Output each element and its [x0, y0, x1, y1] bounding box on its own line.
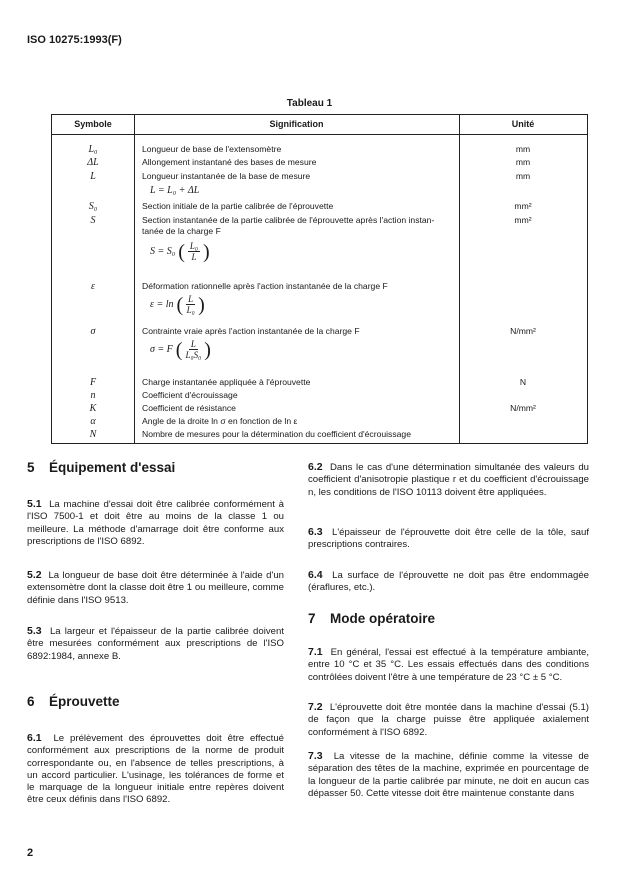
table-header-divider — [52, 134, 587, 135]
symbol: S₀ — [88, 201, 98, 212]
paragraph-number: 7.3 — [308, 750, 323, 762]
section-heading-7 — [308, 611, 589, 626]
denominator: L₀ — [186, 305, 195, 315]
unit: mm² — [514, 201, 532, 211]
formula-lhs: σ = F — [150, 344, 173, 355]
formula: L = L₀ + ΔL — [150, 185, 200, 196]
numerator: L₀ — [189, 241, 199, 251]
column-header-symbol: Symbole — [74, 119, 112, 129]
meaning: Déformation rationnelle après l'action instantanée de la charge F — [142, 281, 388, 291]
section-number: 7 — [308, 611, 316, 626]
formula-lhs: ε = ln — [150, 299, 174, 310]
paragraph-5-2 — [27, 569, 284, 607]
paragraph-5-1 — [27, 498, 284, 548]
page-number: 2 — [27, 847, 34, 859]
paragraph-5-3 — [27, 625, 284, 663]
symbol: σ — [90, 326, 96, 337]
meaning: Coefficient de résistance — [142, 403, 236, 413]
symbol: S — [90, 215, 96, 226]
fraction — [188, 241, 200, 262]
section-title: Équipement d'essai — [49, 460, 176, 475]
formula — [150, 339, 211, 360]
meaning: Charge instantanée appliquée à l'éprouvette — [142, 377, 311, 387]
unit: mm — [515, 157, 531, 167]
paragraph-number: 5.3 — [27, 625, 42, 637]
paragraph-text: La longueur de base doit être déterminée à l'aide d'un extensomètre dont la classe doit être 1 ou meilleure, comme définie dans l'ISO 9513. — [27, 570, 284, 606]
paragraph-7-2 — [308, 701, 589, 739]
paragraph-number: 6.4 — [308, 569, 323, 581]
formula-lhs: S = S₀ — [150, 246, 176, 257]
numerator: L — [188, 294, 194, 304]
unit: N/mm² — [510, 326, 536, 336]
denominator: L₀S₀ — [185, 350, 202, 360]
meaning: Coefficient d'écrouissage — [142, 390, 238, 400]
section-number: 5 — [27, 460, 35, 475]
section-title: Mode opératoire — [330, 611, 436, 626]
paragraph-number: 7.1 — [308, 646, 323, 658]
paragraph-text: L'épaisseur de l'éprouvette doit être celle de la tôle, sauf prescriptions contraires. — [308, 527, 589, 551]
section-title: Éprouvette — [49, 694, 120, 709]
unit: mm² — [514, 215, 532, 225]
column-header-meaning: Signification — [269, 119, 324, 129]
paragraph-6-3 — [308, 526, 589, 552]
symbols-table — [51, 114, 588, 444]
formula — [150, 294, 205, 315]
paren: ) — [203, 240, 210, 263]
symbol: L — [90, 171, 96, 182]
meaning: Longueur de base de l'extensomètre — [142, 144, 282, 154]
document-header: ISO 10275:1993(F) — [27, 34, 122, 46]
paragraph-number: 6.2 — [308, 461, 323, 473]
denominator: L — [191, 252, 197, 262]
paragraph-7-3 — [308, 750, 589, 800]
column-divider — [134, 115, 135, 443]
meaning: Angle de la droite ln σ en fonction de ln ε — [142, 416, 298, 426]
paragraph-number: 5.1 — [27, 498, 42, 510]
section-number: 6 — [27, 694, 35, 709]
symbol: F — [89, 377, 97, 388]
unit: mm — [515, 144, 531, 154]
paragraph-number: 6.1 — [27, 732, 42, 744]
paragraph-text: La surface de l'éprouvette ne doit pas être endommagée (éraflures, etc.). — [308, 570, 589, 594]
symbol: ΔL — [87, 157, 99, 168]
paragraph-6-4 — [308, 569, 589, 595]
meaning: Section initiale de la partie calibrée de l'éprouvette — [142, 201, 334, 211]
paragraph-6-1 — [27, 732, 284, 807]
table-title: Tableau 1 — [286, 98, 333, 109]
paragraph-text: Le prélèvement des éprouvettes doit être effectué conformément aux prescriptions de la norme de produit correspondante ou, en l'absence de telles prescriptions, à un accord particulier. L'usinage, les tolérances de forme et le marquage de la longueur initiale entre repères doivent être ceux définis dans l'ISO 6892. — [27, 733, 284, 806]
meaning: Contrainte vraie après l'action instantanée de la charge F — [142, 326, 360, 336]
symbol: N — [89, 429, 97, 440]
paragraph-6-2 — [308, 461, 589, 499]
symbol: K — [89, 403, 97, 414]
paragraph-text: Dans le cas d'une détermination simultanée des valeurs du coefficient d'anisotropie plastique r et du coefficient d'écrouissage n, les conditions de l'ISO 10113 doivent être appliquées. — [308, 462, 589, 498]
paragraph-text: La largeur et l'épaisseur de la partie calibrée doivent être mesurées conformément aux prescriptions de l'ISO 6892:1984, annexe B. — [27, 626, 284, 662]
paren: ) — [198, 293, 205, 316]
numerator: L — [190, 339, 196, 349]
fraction — [186, 294, 195, 315]
unit: N — [519, 377, 527, 387]
paragraph-number: 6.3 — [308, 526, 323, 538]
formula — [150, 241, 210, 262]
paragraph-text: La machine d'essai doit être calibrée conformément à l'ISO 7500-1 et doit être au moins de la classe 1 ou meilleure. La méthode d'amarrage doit être conforme aux prescriptions de l'ISO 6892. — [27, 499, 284, 547]
symbol: L₀ — [88, 144, 98, 155]
paren: ( — [175, 338, 183, 361]
meaning: Section instantanée de la partie calibrée de l'éprouvette après l'action instan-tanée de la charge F — [142, 215, 435, 236]
section-heading-5 — [27, 460, 284, 475]
unit: mm — [515, 171, 531, 181]
unit: N/mm² — [510, 403, 536, 413]
paren: ) — [204, 338, 211, 361]
paragraph-text: En général, l'essai est effectué à la température ambiante, entre 10 °C et 35 °C. Les essais effectués dans des conditions contrôlées doivent l'être à une température de 23 °C ± 5 °C. — [308, 647, 589, 683]
symbol: ε — [91, 281, 95, 292]
paragraph-7-1 — [308, 646, 589, 684]
symbol: n — [90, 390, 96, 401]
paren: ( — [178, 240, 185, 263]
paragraph-number: 7.2 — [308, 701, 323, 713]
paren: ( — [176, 293, 184, 316]
meaning: Longueur instantanée de la base de mesure — [142, 171, 311, 181]
paragraph-text: La vitesse de la machine, définie comme la vitesse de séparation des têtes de la machine, exprimée en pourcentage de la longueur de la partie calibrée par minute, ne doit en aucun cas dépasser 50. Cette vitesse doit être maintenue constante dans — [308, 751, 589, 799]
fraction — [185, 339, 201, 360]
paragraph-text: L'éprouvette doit être montée dans la machine d'essai (5.1) de façon que la charge puisse être appliquée axialement conformément à l'ISO 6892. — [308, 702, 589, 738]
section-heading-6 — [27, 694, 284, 709]
paragraph-number: 5.2 — [27, 569, 42, 581]
meaning: Allongement instantané des bases de mesure — [142, 157, 317, 167]
meaning: Nombre de mesures pour la détermination du coefficient d'écrouissage — [142, 429, 411, 439]
symbol: α — [90, 416, 96, 427]
column-header-unit: Unité — [511, 119, 535, 129]
